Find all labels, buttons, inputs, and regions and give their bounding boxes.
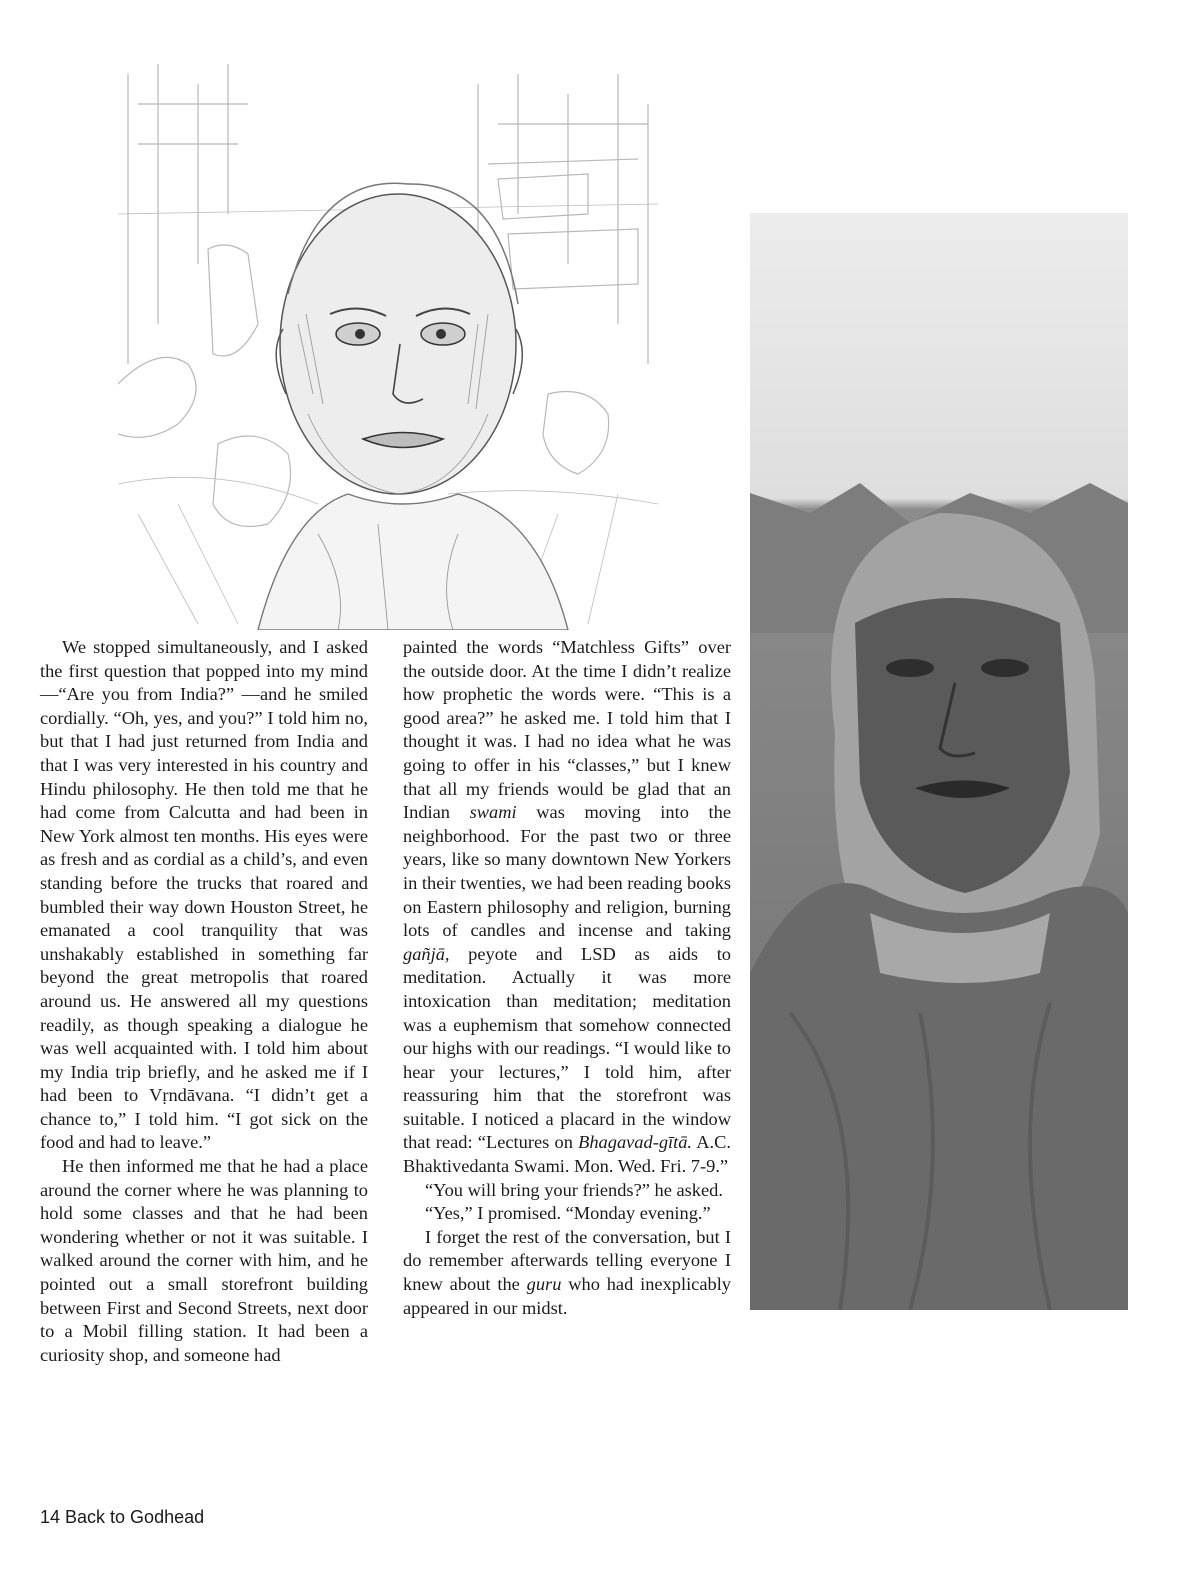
paragraph-matchless-gifts: painted the words “Matchless Gifts” over the outside door. At the time I didn’t realize how prophetic the words were. “This is a good area?” he asked me. I told him that I thought it was. I had no idea what he was going to offer in his “classes,” but I knew that all my friends would be glad that an Indian swami was moving into the neighborhood. For the past two or three years, like so many downtown New Yorkers in their twenties, we had been reading books on Eastern philosophy and religion, burning lots of candles and incense and taking gañjā, peyote and LSD as aids to meditation. Actually it was more intoxication than meditation; meditation was a euphemism that somehow connected our highs with our readings. “I would like to hear your lectures,” I told him, after reassuring him that the storefront was suitable. I noticed a placard in the window that read: “Lectures on Bhagavad-gītā. A.C. Bhaktivedanta Swami. Mon. Wed. Fri. 7-9.” [403, 637, 731, 1177]
paragraph-bring-friends: “You will bring your friends?” he asked. [425, 1179, 723, 1200]
article-column-right [403, 636, 731, 1320]
portrait-photograph [750, 213, 1128, 1310]
paragraph-forget-rest: I forget the rest of the conversation, but I do remember afterwards telling everyone I knew about the guru who had inexplicably appeared in our midst. [403, 1226, 731, 1318]
paragraph-promised: “Yes,” I promised. “Monday evening.” [425, 1203, 711, 1224]
paragraph-stopped-simultaneously: We stopped simultaneously, and I asked the first question that popped into my mind—“Are you from India?” —and he smiled cordially. “Oh, yes, and you?” I told him no, but that I had just returned from India and that I was very interested in his country and Hindu philosophy. He then told me that he had come from Calcutta and had been in New York almost ten months. His eyes were as fresh and as cordial as a child’s, and even standing before the trucks that roared and bumbled their way down Houston Street, he emanated a cool tranquility that was unshakably established in something far beyond the great metropolis that roared around us. He answered all my questions readily, as though speaking a dialogue he was well acquainted with. I told him about my India trip briefly, and he asked me if I had been to Vṛndāvana. “I didn’t get a chance to,” I told him. “I got sick on the food and had to leave.” [40, 637, 368, 1153]
article-column-left [40, 636, 368, 1367]
paragraph-informed-me: He then informed me that he had a place around the corner where he was planning to hold some classes and that he had been wondering whether or not it was suitable. I walked around the corner with him, and he pointed out a small storefront building between First and Second Streets, next door to a Mobil filling station. It had been a curiosity shop, and someone had [40, 1156, 368, 1365]
sketch-drawing [118, 64, 658, 630]
portrait-sketch-illustration [118, 64, 658, 630]
page-folio: 14 Back to Godhead [40, 1507, 205, 1527]
photo-image [750, 213, 1128, 1310]
